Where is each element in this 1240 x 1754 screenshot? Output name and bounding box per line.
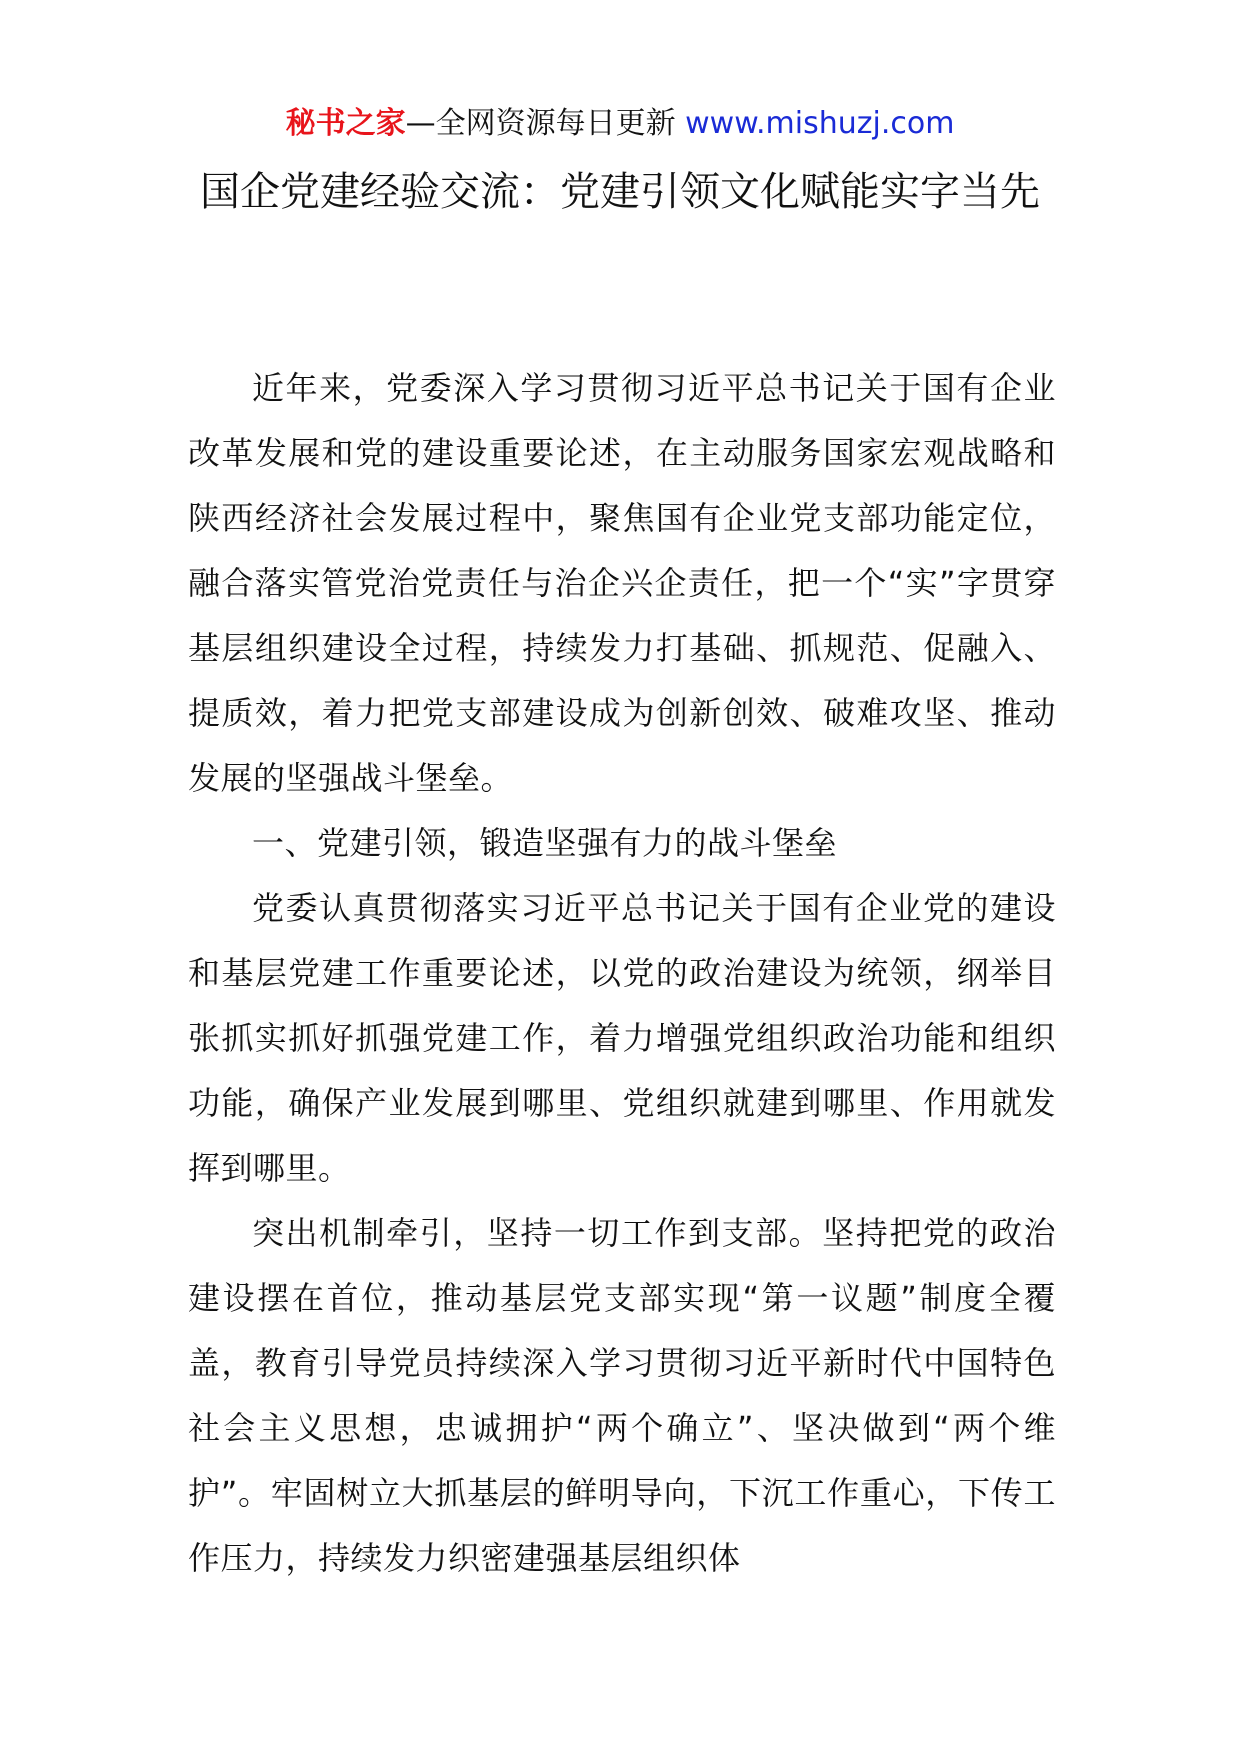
header-tagline: —全网资源每日更新 <box>405 106 686 141</box>
section-heading: 一、党建引领，锻造坚强有力的战斗堡垒 <box>252 824 838 862</box>
site-url: www.mishuzj.com <box>685 106 955 141</box>
paragraph-mechanism: 突出机制牵引，坚持一切工作到支部。坚持把党的政治建设摆在首位，推动基层党支部实现“第一议题”制度全覆盖，教育引导党员持续深入学习贯彻习近平新时代中国特色社会主义思想，忠诚拥护“两个确立”、坚决做到“两个维护”。牢固树立大抓基层的鲜明导向，下沉工作重心，下传工作压力，持续发力织密建强基层组织体 <box>188 1214 1056 1577</box>
watermark-header <box>0 102 1240 146</box>
brand-name: 秘书之家 <box>285 106 406 141</box>
document-title: 国企党建经验交流：党建引领文化赋能实字当先 <box>200 169 1040 215</box>
document-body <box>188 356 1056 1591</box>
paragraph-intro: 近年来，党委深入学习贯彻习近平总书记关于国有企业改革发展和党的建设重要论述，在主动服务国家宏观战略和陕西经济社会发展过程中，聚焦国有企业党支部功能定位，融合落实管党治党责任与治企兴企责任，把一个“实”字贯穿基层组织建设全过程，持续发力打基础、抓规范、促融入、提质效，着力把党支部建设成为创新创效、破难攻坚、推动发展的坚强战斗堡垒。 <box>188 369 1056 797</box>
paragraph-section-intro: 党委认真贯彻落实习近平总书记关于国有企业党的建设和基层党建工作重要论述，以党的政治建设为统领，纲举目张抓实抓好抓强党建工作，着力增强党组织政治功能和组织功能，确保产业发展到哪里、党组织就建到哪里、作用就发挥到哪里。 <box>188 889 1056 1187</box>
